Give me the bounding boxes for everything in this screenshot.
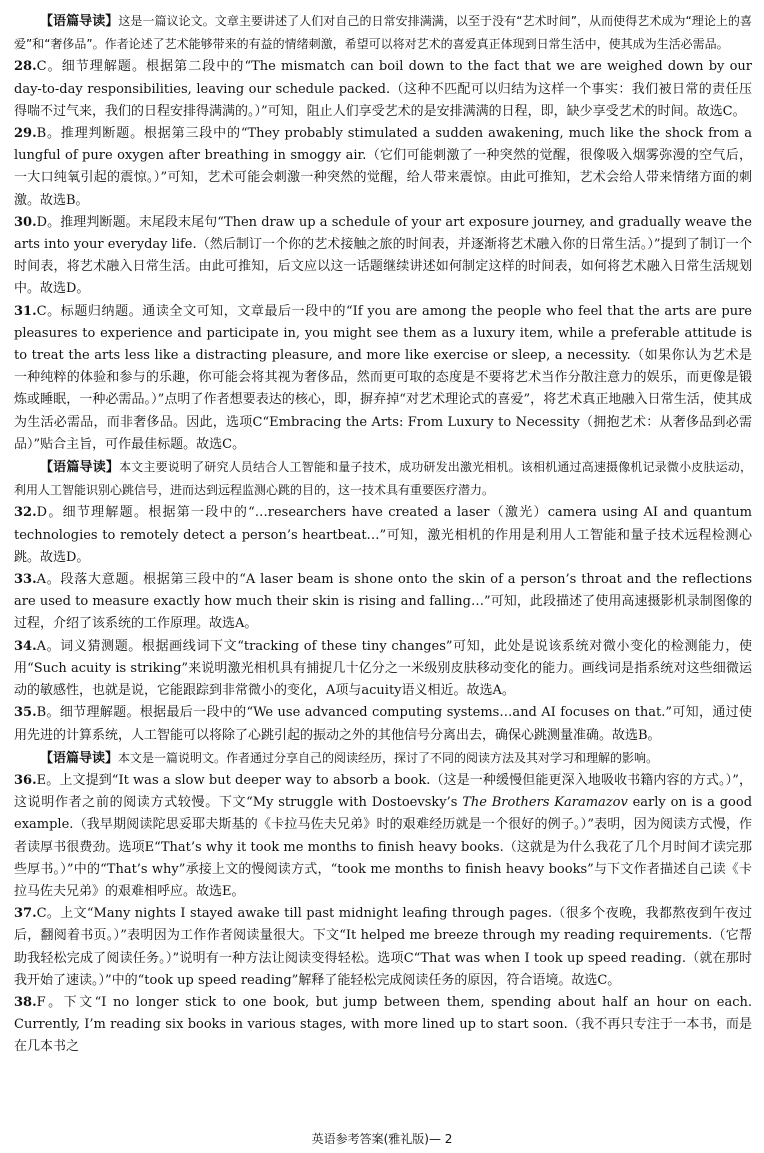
answer-text: C。标题归纳题。通读全文可知，文章最后一段中的“If you are among the people who feel that the arts are pure pleasures to experience and participate in, you might see them as a luxury item, while a preferable attitude is to treat the arts less like a distracting pleasure, and more like exercise or sleep, a necessity.（如果你认为艺术是一种纯粹的体验和参与的乐趣，你可能会将其视为奢侈品，然而更可取的态度是不要将艺术当作分散注意力的娱乐，而更像是锻炼或睡眠，一种必需品。）”点明了作者想要表达的核心，即，摒弃掉“对艺术理论式的喜爱”，将艺术真正地融入日常生活，使其成为生活必需品，而非奢侈品。因此，选项C“Embracing the Arts: From Luxury to Necessity（拥抱艺术：从奢侈品到必需品）”贴合主旨，可作最佳标题。故选C。 <box>14 303 752 452</box>
question-number: 33. <box>14 572 37 588</box>
answer-text: D。细节理解题。根据第一段中的“…researchers have created a laser（激光）camera using AI and quantum technologies to remotely detect a person’s heartbeat…”可知，激光相机的作用是利用人工智能和量子技术远程检测心跳。故选D。 <box>14 505 752 565</box>
passage-guide-1 <box>14 10 752 56</box>
question-number: 32. <box>14 505 37 521</box>
answer-text: early on is a good example.（我早期阅读陀思妥耶夫斯基的《卡拉马佐夫兄弟》时的艰难经历就是一个很好的例子。）”表明，因为阅读方式慢，作者读厚书很费劲。选项E“That’s why it took me months to finish heavy books.（这就是为什么我花了几个月时间才读完那些厚书。）”中的“That’s why”承接上文的慢阅读方式，“took me months to finish heavy books”与下文作者描述自己读《卡拉马佐夫兄弟》的艰难相呼应。故选E。 <box>14 795 752 899</box>
guide-text: 这是一篇议论文。文章主要讲述了人们对自己的日常安排满满，以至于没有“艺术时间”，从而使得艺术成为“理论上的喜爱”和“奢侈品”。作者论述了艺术能够带来的有益的情绪刺激，希望可以将对艺术的喜爱真正体现到日常生活中，使其成为生活必需品。 <box>14 14 752 52</box>
question-number: 28. <box>14 59 37 75</box>
answer-text: B。细节理解题。根据最后一段中的“We use advanced computing systems…and AI focuses on that.”可知，通过使用先进的计算系统，人工智能可以将除了心跳引起的振动之外的其他信号分离出去，确保心跳测量准确。故选B。 <box>14 705 752 743</box>
answer-text: A。词义猜测题。根据画线词下文“tracking of these tiny changes”可知，此处是说该系统对微小变化的检测能力，使用“Such acuity is striking”来说明激光相机具有捕捉几十亿分之一米级别皮肤移动变化的能力。画线词是指系统对这些细微运动的敏感性，也就是说，它能跟踪到非常微小的变化，A项与acuity语义相近。故选A。 <box>14 638 752 699</box>
answer-text: C。细节理解题。根据第二段中的“The mismatch can boil down to the fact that we are weighed down by our day-to-day responsibilities, leaving our schedule packed.（这种不匹配可以归结为这样一个事实：我们被日常的责任压得喘不过气来，我们的日程安排得满满的。）”可知，阻止人们享受艺术的是安排满满的日程，即，缺少享受艺术的时间。故选C。 <box>14 59 752 119</box>
answer-30 <box>14 212 752 301</box>
guide-text: 本文主要说明了研究人员结合人工智能和量子技术，成功研发出激光相机。该相机通过高速摄像机记录微小皮肤运动，利用人工智能识别心跳信号，进而达到远程监测心跳的目的，这一技术具有重要医疗潜力。 <box>14 460 752 498</box>
guide-tag: 【语篇导读】 <box>40 750 119 766</box>
question-number: 38. <box>14 994 37 1010</box>
passage-guide-3 <box>14 747 752 770</box>
question-number: 31. <box>14 303 37 319</box>
answer-31 <box>14 301 752 456</box>
question-number: 30. <box>14 214 37 230</box>
answer-33 <box>14 569 752 636</box>
answer-38 <box>14 992 752 1059</box>
answer-29 <box>14 123 752 212</box>
answer-text: A。段落大意题。根据第三段中的“A laser beam is shone onto the skin of a person’s throat and the reflections are used to measure exactly how much their skin is rising and falling…”可知，此段描述了使用高速摄影机录制图像的过程，介绍了该系统的工作原理。故选A。 <box>14 572 752 632</box>
question-number: 37. <box>14 906 37 922</box>
answer-34 <box>14 636 752 703</box>
book-title: The Brothers Karamazov <box>462 795 628 811</box>
guide-text: 本文是一篇说明文。作者通过分享自己的阅读经历，探讨了不同的阅读方法及其对学习和理解的影响。 <box>118 750 659 765</box>
answer-35 <box>14 702 752 746</box>
question-number: 36. <box>14 772 37 788</box>
answer-text: D。推理判断题。末尾段末尾句“Then draw up a schedule of your art exposure journey, and gradually weave the arts into your everyday life.（然后制订一个你的艺术接触之旅的时间表，并逐渐将艺术融入你的日常生活。）”提到了制订一个时间表，将艺术融入日常生活。由此可推知，后文应以这一话题继续讲述如何制定这样的时间表，如何将艺术融入日常生活规划中。故选D。 <box>14 214 752 297</box>
answer-text: B。推理判断题。根据第三段中的“They probably stimulated a sudden awakening, much like the shock from a lungful of pure oxygen after breathing in smoggy air.（它们可能刺激了一种突然的觉醒，很像吸入烟雾弥漫的空气后，一大口纯氧引起的震惊。）”可知，艺术可能会刺激一种突然的觉醒，给人带来震惊。由此可推知，艺术会给人带来情绪方面的刺激。故选B。 <box>14 126 752 208</box>
answer-text: C。上文“Many nights I stayed awake till past midnight leafing through pages.（很多个夜晚，我都熬夜到午夜过后，翻阅着书页。）”表明因为工作作者阅读量很大。下文“It helped me breeze through my reading requirements.（它帮助我轻松完成了阅读任务。）”说明有一种方法让阅读变得轻松。选项C“That was when I took up speed reading.（就在那时我开始了速读。）”中的“took up speed reading”解释了能轻松完成阅读任务的原因，符合语境。故选C。 <box>14 906 752 988</box>
question-number: 35. <box>14 705 37 721</box>
answer-32 <box>14 502 752 569</box>
question-number: 34. <box>14 638 37 654</box>
answer-37 <box>14 903 752 992</box>
guide-tag: 【语篇导读】 <box>40 14 119 29</box>
answer-28 <box>14 56 752 123</box>
question-number: 29. <box>14 126 37 142</box>
answer-document <box>14 10 752 1125</box>
answer-36 <box>14 770 752 903</box>
answer-text: F。下文“I no longer stick to one book, but jump between them, spending about half an hour on each. Currently, I’m reading six books in various stages, with more lined up to start soon.（我不再只专注于一本书，而是在几本书之 <box>14 994 752 1055</box>
guide-tag: 【语篇导读】 <box>40 460 120 476</box>
passage-guide-2 <box>14 456 752 502</box>
answer-text: E。上文提到“It was a slow but deeper way to absorb a book.（这是一种缓慢但能更深入地吸收书籍内容的方式。）”，这说明作者之前的阅读方式较慢。下文“My struggle with Dostoevsky’s <box>14 772 752 811</box>
page-footer: 英语参考答案(雅礼版)— 2 <box>311 1132 453 1146</box>
